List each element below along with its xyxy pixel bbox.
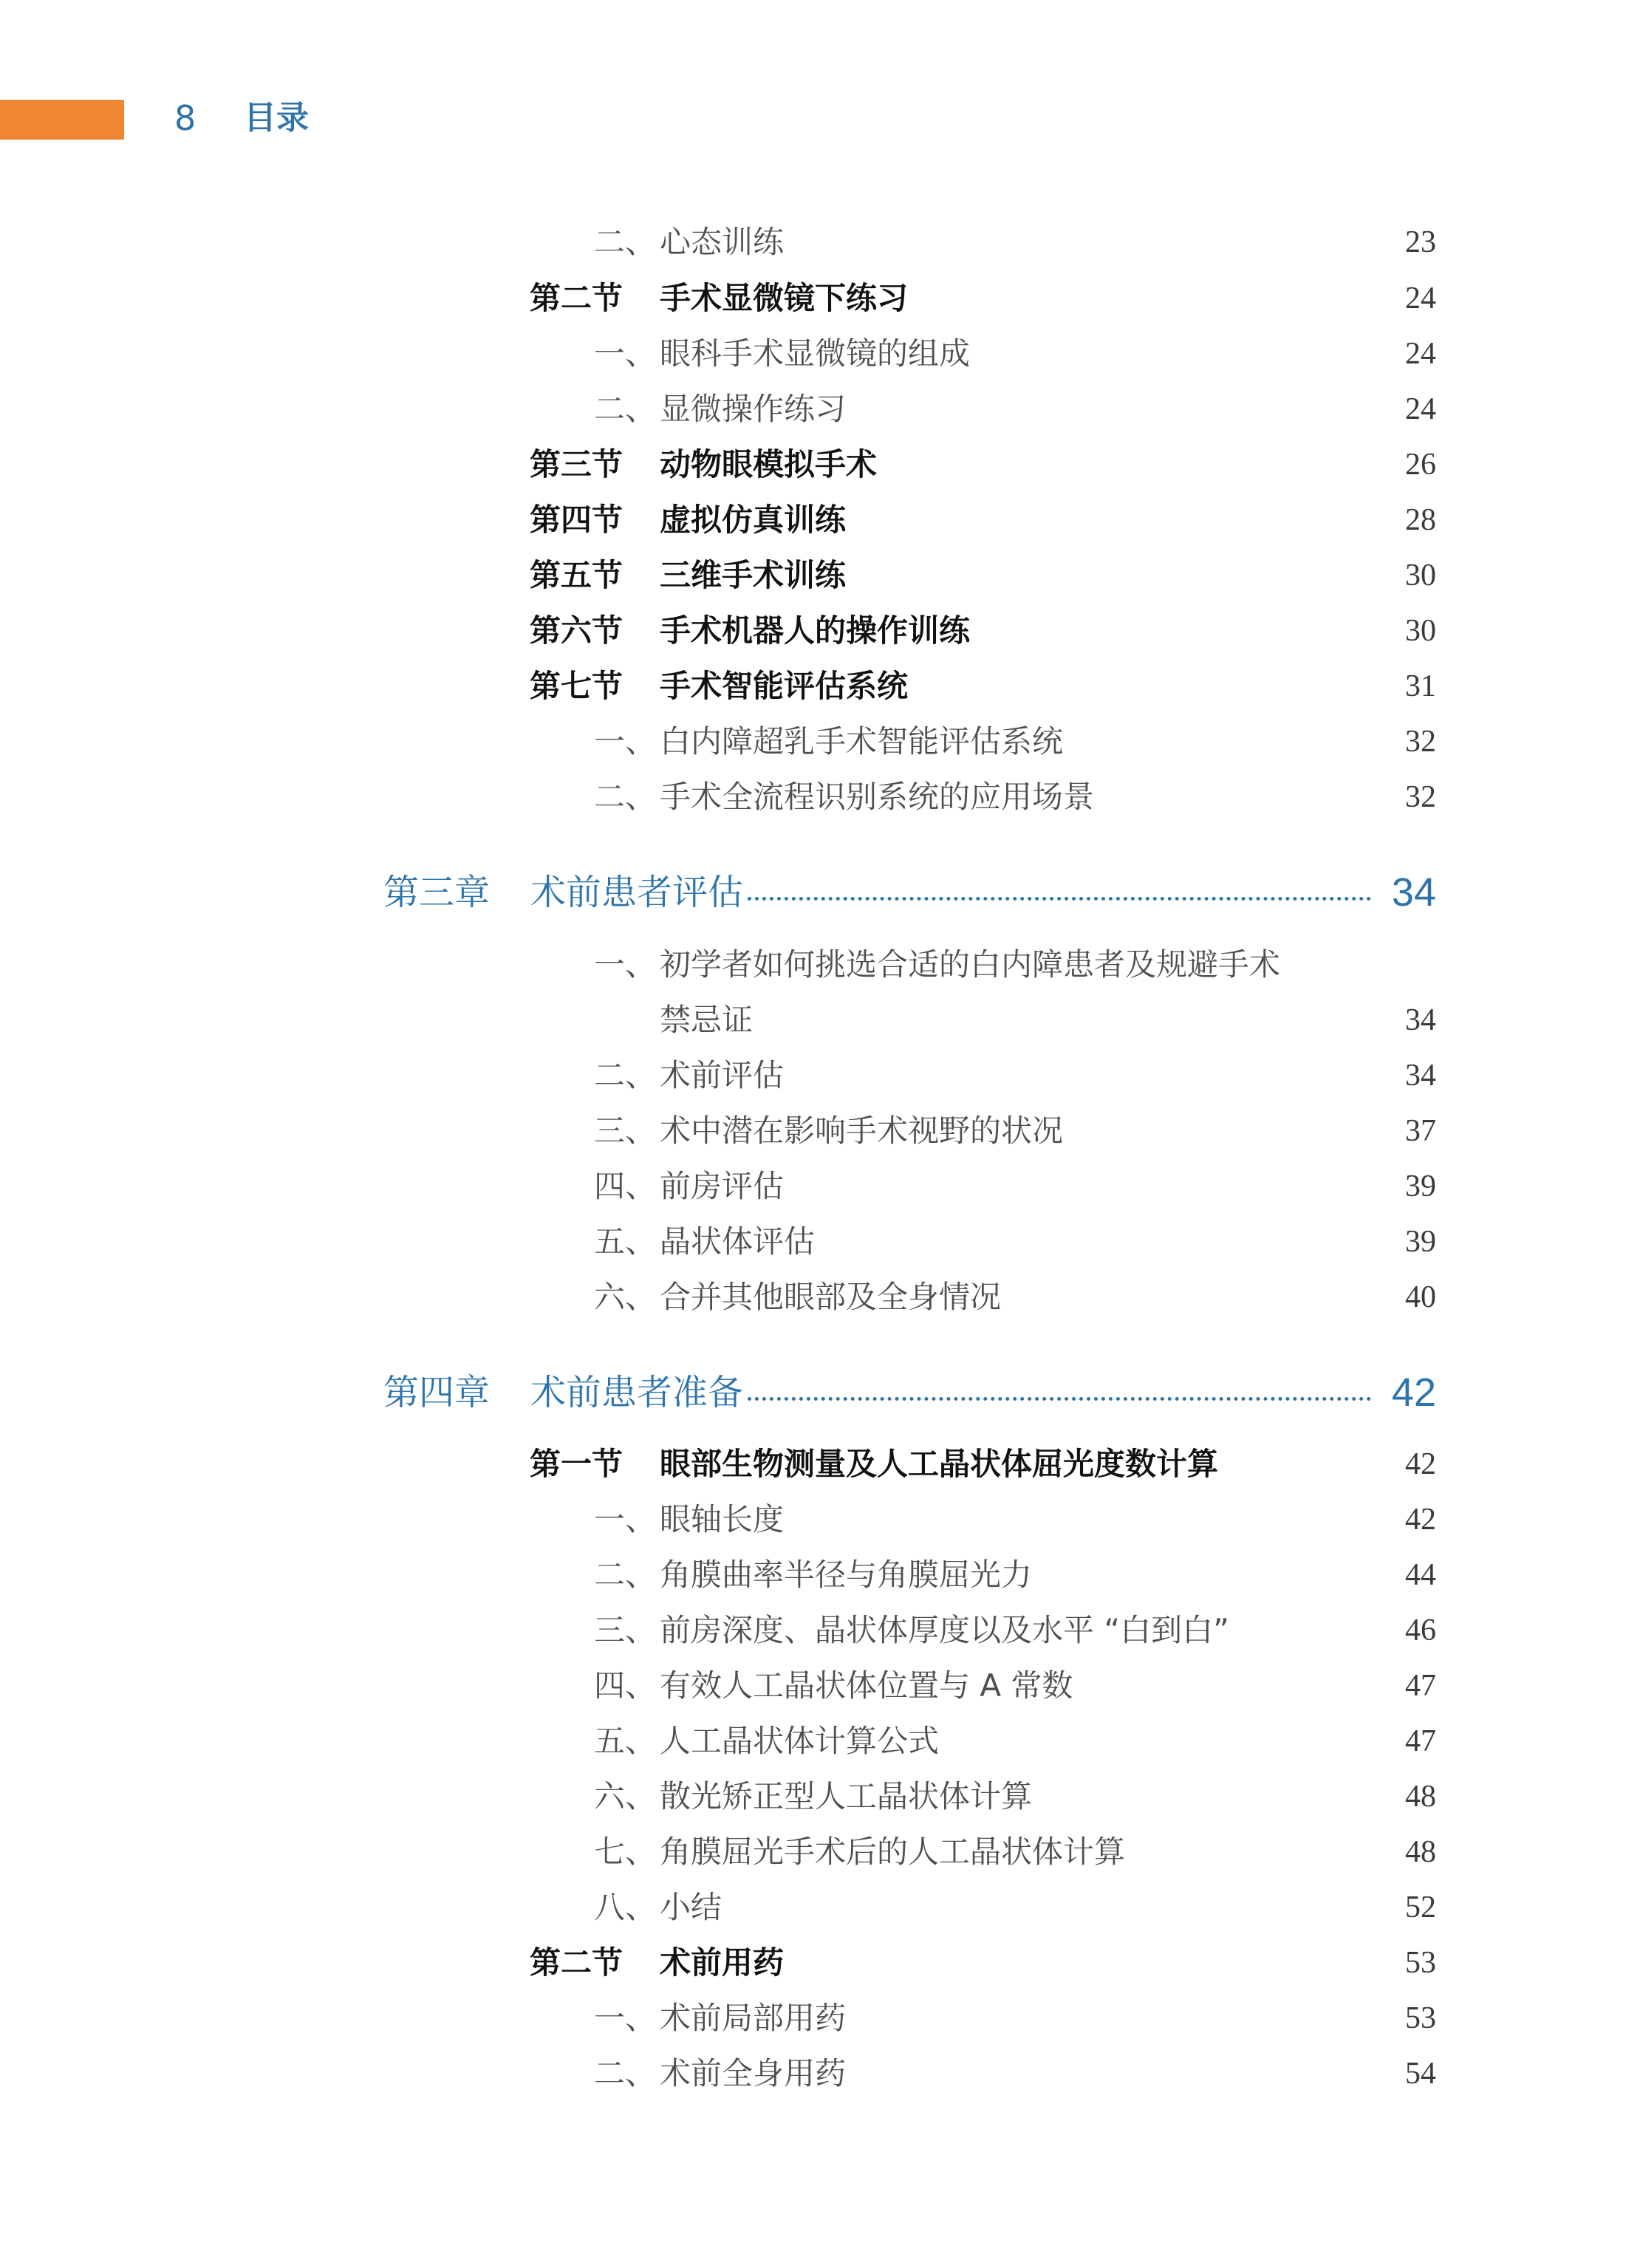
toc-item-title: 术前局部用药	[660, 2000, 847, 2036]
toc-item-number: 二、	[594, 224, 657, 260]
toc-page-number: 34	[1405, 1059, 1436, 1093]
toc-section-title: 手术智能评估系统	[660, 668, 909, 704]
toc-section-title: 虚拟仿真训练	[660, 502, 847, 538]
dotted-leader	[748, 1397, 1371, 1401]
toc-item-title: 有效人工晶状体位置与 A 常数	[660, 1667, 1073, 1704]
toc-page-number: 54	[1405, 2057, 1436, 2091]
toc-item[interactable]	[0, 1274, 1640, 1321]
toc-item-number: 六、	[594, 1778, 657, 1814]
toc-section-title: 动物眼模拟手术	[660, 446, 878, 482]
toc-chapter-number: 第三章	[383, 872, 491, 913]
toc-item-number: 二、	[594, 1057, 657, 1093]
toc-item[interactable]	[0, 1607, 1640, 1654]
toc-page-number: 44	[1405, 1558, 1436, 1592]
dotted-leader	[748, 897, 1371, 901]
toc-page-number: 53	[1405, 2001, 1436, 2035]
toc-item-title: 术前评估	[660, 1057, 785, 1093]
toc-section-number: 第一节	[530, 1446, 623, 1482]
toc-page-number: 31	[1405, 669, 1436, 703]
toc-item[interactable]	[0, 941, 1640, 988]
toc-item-title: 晶状体评估	[660, 1223, 816, 1260]
toc-page-number: 48	[1405, 1780, 1436, 1814]
page-number: 8	[174, 98, 197, 138]
toc-chapter[interactable]	[0, 864, 1640, 920]
toc-item-title: 术前全身用药	[660, 2055, 847, 2091]
toc-item-title: 手术全流程识别系统的应用场景	[660, 779, 1095, 815]
toc-item-number: 二、	[594, 2055, 657, 2091]
toc-item[interactable]	[0, 219, 1640, 266]
toc-item-title: 眼科手术显微镜的组成	[660, 335, 971, 372]
toc-item-number: 二、	[594, 779, 657, 815]
header-accent-bar	[0, 100, 124, 140]
toc-page-number: 24	[1405, 392, 1436, 426]
toc-item-title: 眼轴长度	[660, 1501, 785, 1537]
toc-item-continuation[interactable]	[0, 997, 1640, 1044]
toc-item[interactable]	[0, 1828, 1640, 1876]
toc-page-number: 28	[1405, 503, 1436, 537]
toc-item-title: 角膜曲率半径与角膜屈光力	[660, 1557, 1033, 1593]
toc-item-number: 一、	[594, 1501, 657, 1537]
toc-item-title: 散光矫正型人工晶状体计算	[660, 1778, 1033, 1814]
toc-item[interactable]	[0, 1052, 1640, 1099]
toc-item[interactable]	[0, 330, 1640, 378]
toc-section-number: 第四节	[530, 502, 623, 538]
toc-section-title: 三维手术训练	[660, 557, 847, 593]
toc-page-number: 23	[1405, 225, 1436, 259]
toc-section[interactable]	[0, 441, 1640, 488]
toc-page-number: 37	[1405, 1114, 1436, 1148]
toc-item-title: 合并其他眼部及全身情况	[660, 1279, 1002, 1315]
toc-item-title: 角膜屈光手术后的人工晶状体计算	[660, 1834, 1126, 1870]
toc-item-number: 八、	[594, 1889, 657, 1925]
toc-item-number: 三、	[594, 1113, 657, 1149]
toc-page-number: 40	[1405, 1280, 1436, 1314]
toc-item[interactable]	[0, 1163, 1640, 1210]
toc-item-number: 六、	[594, 1279, 657, 1315]
toc-chapter-title: 术前患者准备	[530, 1372, 744, 1413]
toc-page-number: 32	[1405, 725, 1436, 759]
toc-item[interactable]	[0, 2050, 1640, 2097]
toc-item-title: 人工晶状体计算公式	[660, 1723, 940, 1759]
toc-section-number: 第七节	[530, 668, 623, 704]
toc-section[interactable]	[0, 663, 1640, 710]
toc-page-number: 24	[1405, 281, 1436, 315]
toc-page-number: 42	[1391, 1370, 1436, 1415]
toc-page-number: 52	[1405, 1890, 1436, 1924]
toc-item[interactable]	[0, 1218, 1640, 1265]
toc-chapter-title: 术前患者评估	[530, 872, 744, 913]
toc-section[interactable]	[0, 275, 1640, 322]
toc-item-number: 二、	[594, 391, 657, 427]
toc-item-number: 一、	[594, 2000, 657, 2036]
toc-page-number: 30	[1405, 559, 1436, 592]
toc-section-number: 第六节	[530, 612, 623, 649]
toc-item-number: 一、	[594, 723, 657, 759]
toc-item-title-continuation: 禁忌证	[660, 1002, 754, 1038]
toc-section-title: 术前用药	[660, 1944, 785, 1981]
toc-item-number: 五、	[594, 1223, 657, 1260]
toc-item-number: 一、	[594, 946, 657, 983]
toc-item-title: 心态训练	[660, 224, 785, 260]
toc-page-number: 42	[1405, 1447, 1436, 1481]
toc-item-number: 五、	[594, 1723, 657, 1759]
toc-section[interactable]	[0, 552, 1640, 599]
toc-item[interactable]	[0, 1551, 1640, 1599]
toc-page-number: 47	[1405, 1669, 1436, 1703]
toc-page-number: 34	[1405, 1003, 1436, 1037]
toc-item[interactable]	[0, 1107, 1640, 1155]
toc-section-number: 第三节	[530, 446, 623, 482]
toc-page-number: 46	[1405, 1613, 1436, 1647]
toc-item[interactable]	[0, 1773, 1640, 1820]
toc-item[interactable]	[0, 1884, 1640, 1931]
toc-item-title: 初学者如何挑选合适的白内障患者及规避手术	[660, 946, 1281, 983]
toc-item-title: 显微操作练习	[660, 391, 847, 427]
toc-chapter-number: 第四章	[383, 1372, 491, 1413]
toc-section-title: 眼部生物测量及人工晶状体屈光度数计算	[660, 1446, 1219, 1482]
toc-page-number: 24	[1405, 337, 1436, 371]
toc-chapter[interactable]	[0, 1364, 1640, 1421]
toc-item[interactable]	[0, 386, 1640, 433]
toc-item-number: 四、	[594, 1667, 657, 1704]
toc-section-title: 手术机器人的操作训练	[660, 612, 971, 649]
toc-section-number: 第二节	[530, 280, 623, 316]
toc-section-title: 手术显微镜下练习	[660, 280, 909, 316]
toc-page-number: 48	[1405, 1835, 1436, 1869]
toc-item[interactable]	[0, 718, 1640, 765]
toc-page-number: 34	[1391, 870, 1436, 915]
toc-section[interactable]	[0, 607, 1640, 655]
toc-item[interactable]	[0, 1662, 1640, 1709]
toc-item-title: 白内障超乳手术智能评估系统	[660, 723, 1064, 759]
toc-section[interactable]	[0, 496, 1640, 544]
toc-item-title: 术中潜在影响手术视野的状况	[660, 1113, 1064, 1149]
toc-section-number: 第五节	[530, 557, 623, 593]
toc-item[interactable]	[0, 773, 1640, 821]
toc-page-number: 39	[1405, 1225, 1436, 1259]
toc-page-number: 32	[1405, 780, 1436, 814]
toc-item-number: 三、	[594, 1612, 657, 1648]
toc-section[interactable]	[0, 1441, 1640, 1488]
toc-item-number: 七、	[594, 1834, 657, 1870]
toc-item-title: 小结	[660, 1889, 722, 1925]
toc-page-number: 39	[1405, 1169, 1436, 1203]
toc-page-number: 47	[1405, 1724, 1436, 1758]
toc-item[interactable]	[0, 1718, 1640, 1765]
toc-page-number: 53	[1405, 1946, 1436, 1980]
toc-item[interactable]	[0, 1995, 1640, 2042]
toc-page-number: 30	[1405, 614, 1436, 648]
toc-item-number: 二、	[594, 1557, 657, 1593]
toc-item[interactable]	[0, 1496, 1640, 1543]
toc-item-number: 四、	[594, 1168, 657, 1204]
toc-item-number: 一、	[594, 335, 657, 372]
toc-section[interactable]	[0, 1939, 1640, 1987]
toc-page-number: 42	[1405, 1503, 1436, 1537]
toc-item-title: 前房深度、晶状体厚度以及水平 “白到白”	[660, 1612, 1229, 1648]
page-title: 目录	[244, 99, 309, 137]
toc-item-title: 前房评估	[660, 1168, 785, 1204]
toc-section-number: 第二节	[530, 1944, 623, 1981]
toc-page-number: 26	[1405, 448, 1436, 482]
